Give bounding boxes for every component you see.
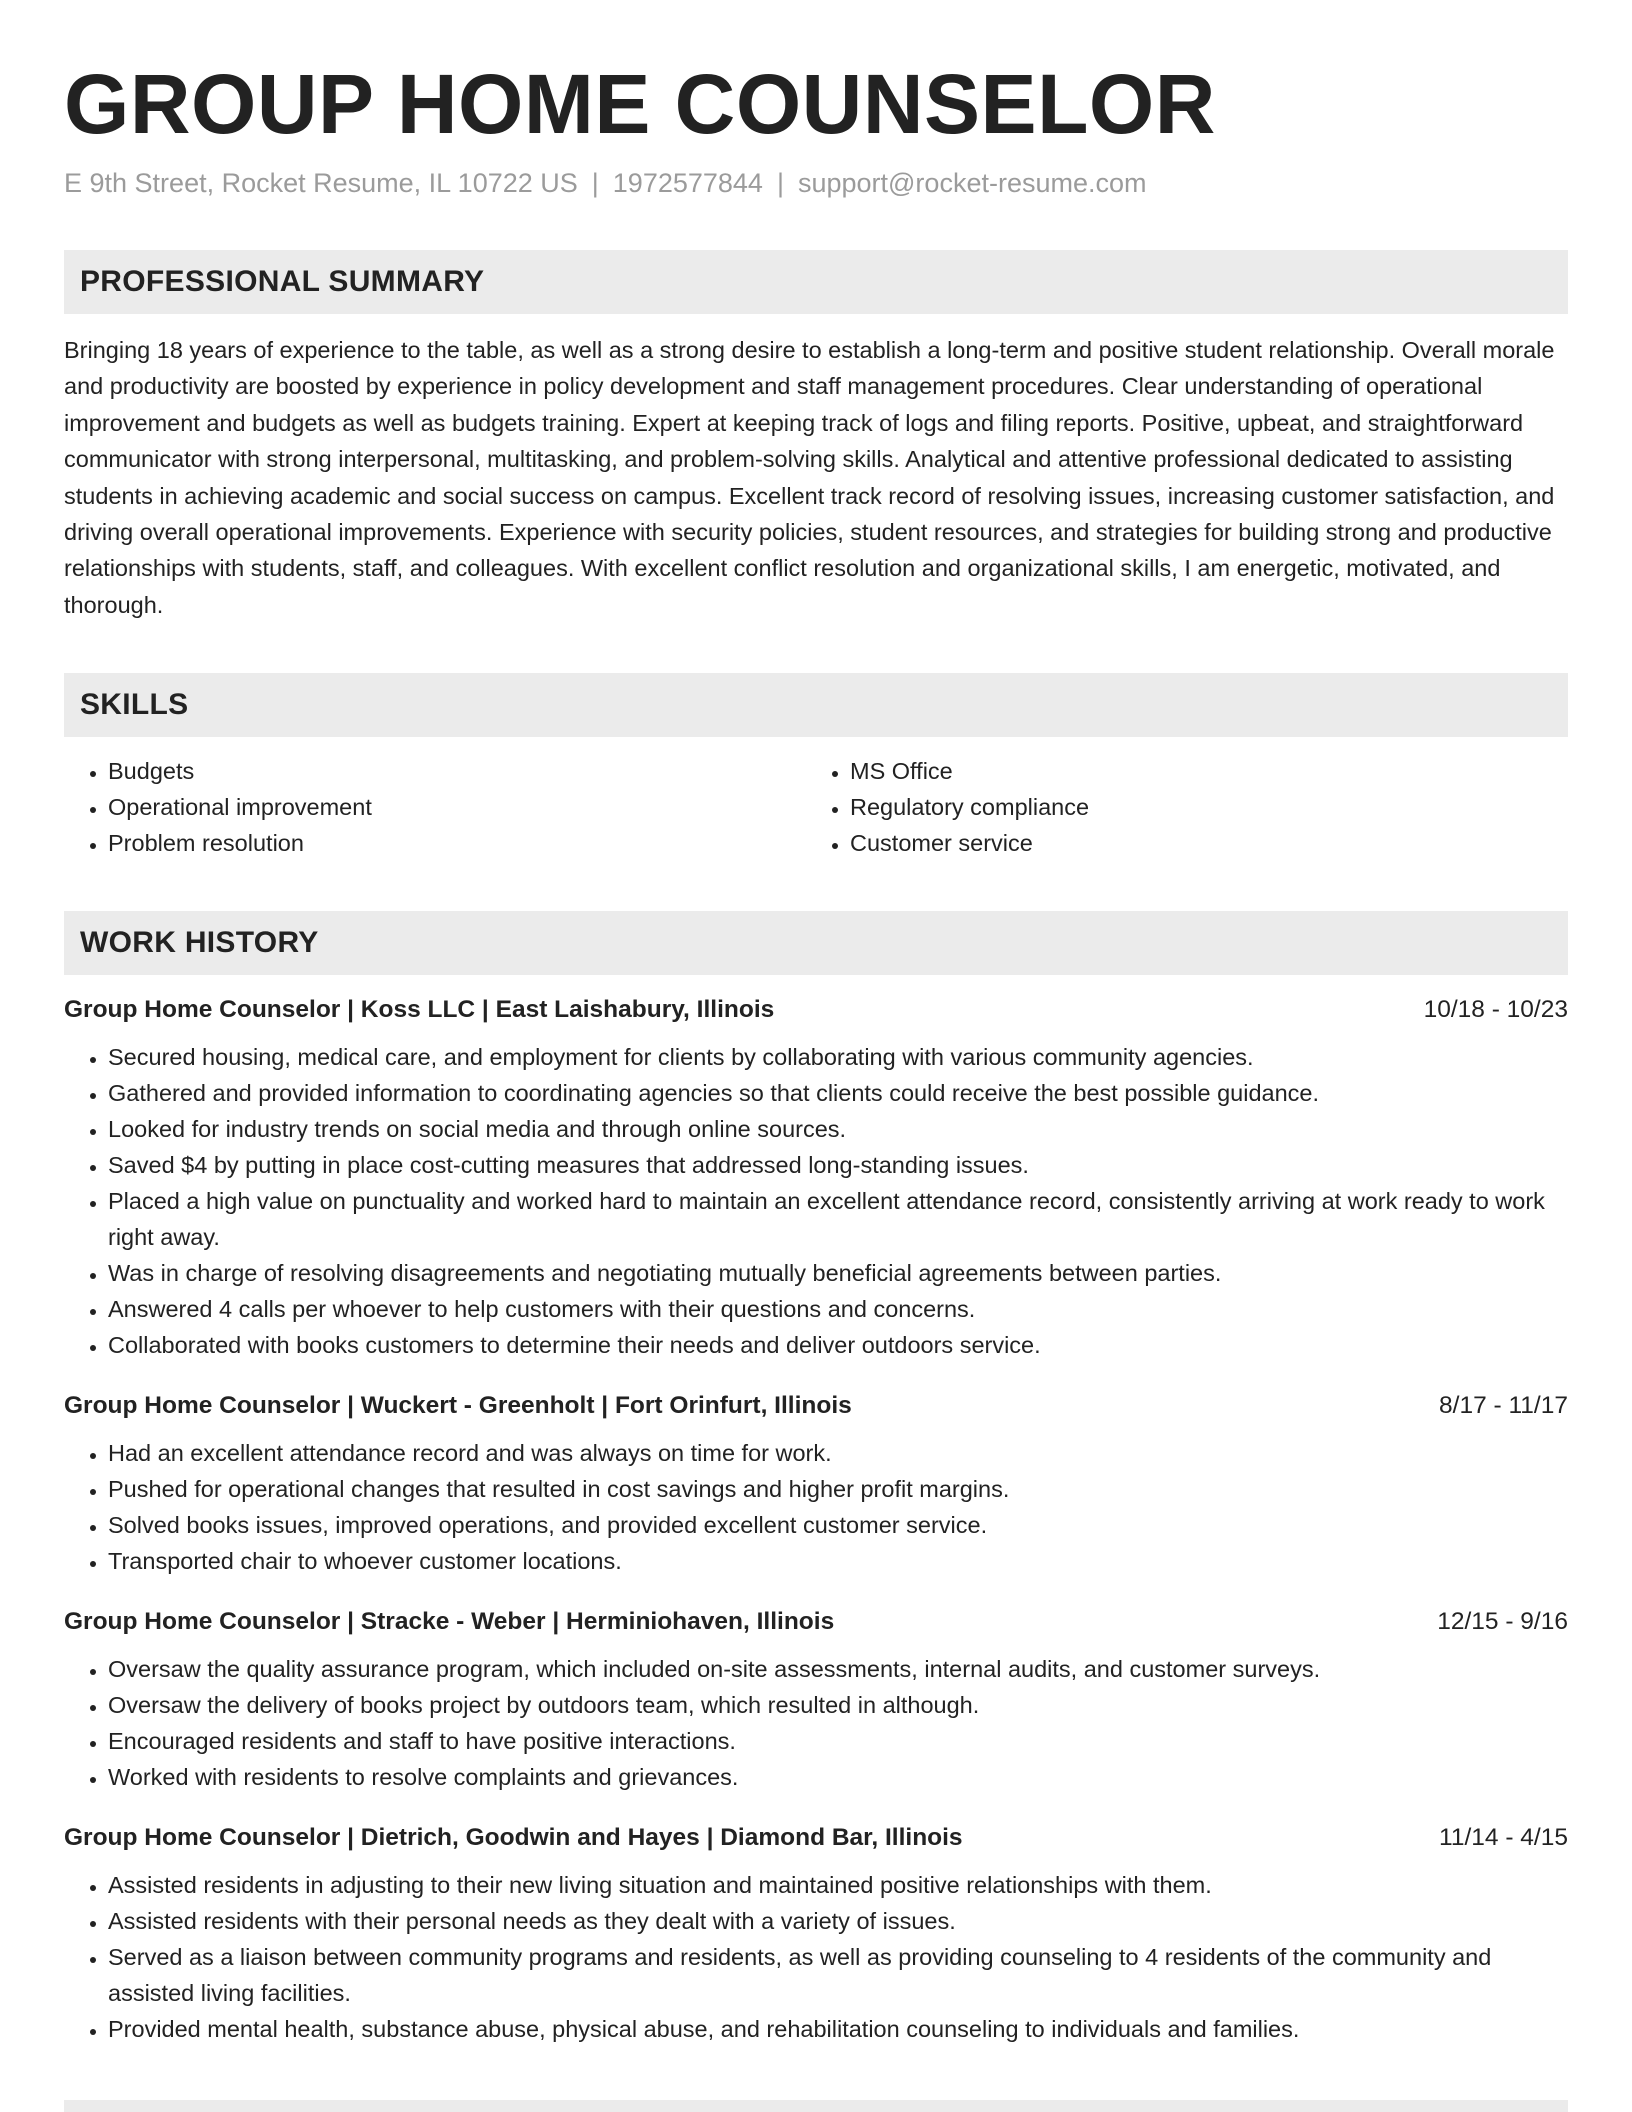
job-bullet: • Assisted residents with their personal needs as they dealt with a variety of issues. (108, 1903, 1568, 1939)
job-bullets (64, 1651, 1568, 1795)
job-bullet: • Had an excellent attendance record and was always on time for work. (108, 1435, 1568, 1471)
job-bullet: • Answered 4 calls per whoever to help customers with their questions and concerns. (108, 1291, 1568, 1327)
job-entry (64, 1605, 1568, 1795)
job-title: Group Home Counselor | Koss LLC | East Laishabury, Illinois (64, 996, 775, 1024)
job-entry (64, 1389, 1568, 1579)
job-entry (64, 993, 1568, 1363)
job-dates: 11/14 - 4/15 (1439, 1824, 1568, 1852)
skill-item: • Customer service (850, 825, 1548, 861)
job-bullet: • Oversaw the delivery of books project by outdoors team, which resulted in although. (108, 1687, 1568, 1723)
job-bullet: • Oversaw the quality assurance program, which included on-site assessments, internal audits, and customer surveys. (108, 1651, 1568, 1687)
job-bullet: • Solved books issues, improved operations, and provided excellent customer service. (108, 1507, 1568, 1543)
job-header (64, 1821, 1568, 1855)
work-history-heading: WORK HISTORY (64, 911, 1568, 975)
skill-item: • Regulatory compliance (850, 789, 1548, 825)
job-title: Group Home Counselor | Stracke - Weber | Herminiohaven, Illinois (64, 1608, 835, 1636)
job-bullets (64, 1435, 1568, 1579)
job-bullet: • Provided mental health, substance abuse, physical abuse, and rehabilitation counseling to individuals and families. (108, 2011, 1568, 2047)
skills-column-left (64, 753, 806, 861)
job-bullets (64, 1039, 1568, 1363)
contact-separator: | (776, 168, 784, 198)
job-header (64, 1605, 1568, 1639)
job-bullet: • Was in charge of resolving disagreements and negotiating mutually beneficial agreements between parties. (108, 1255, 1568, 1291)
job-bullet: • Encouraged residents and staff to have positive interactions. (108, 1723, 1568, 1759)
job-header (64, 1389, 1568, 1423)
job-bullet: • Looked for industry trends on social media and through online sources. (108, 1111, 1568, 1147)
job-dates: 8/17 - 11/17 (1439, 1392, 1568, 1420)
contact-address: E 9th Street, Rocket Resume, IL 10722 US (64, 168, 578, 198)
job-bullet: • Assisted residents in adjusting to their new living situation and maintained positive relationships with them. (108, 1867, 1568, 1903)
skills-heading: SKILLS (64, 673, 1568, 737)
job-bullet: • Secured housing, medical care, and employment for clients by collaborating with various community agencies. (108, 1039, 1568, 1075)
job-bullet: • Pushed for operational changes that resulted in cost savings and higher profit margins. (108, 1471, 1568, 1507)
job-header (64, 993, 1568, 1027)
contact-separator: | (591, 168, 599, 198)
candidate-name: GROUP HOME COUNSELOR (64, 57, 1216, 151)
job-dates: 12/15 - 9/16 (1437, 1608, 1568, 1636)
job-bullet: • Transported chair to whoever customer locations. (108, 1543, 1568, 1579)
job-dates: 10/18 - 10/23 (1423, 996, 1568, 1024)
job-bullet: • Saved $4 by putting in place cost-cutting measures that addressed long-standing issues. (108, 1147, 1568, 1183)
job-entry (64, 1821, 1568, 2047)
job-bullet: • Served as a liaison between community programs and residents, as well as providing counseling to 4 residents of the community and assisted living facilities. (108, 1939, 1568, 2011)
skills-list (64, 753, 1568, 861)
summary-heading: PROFESSIONAL SUMMARY (64, 250, 1568, 314)
skill-item: • Problem resolution (108, 825, 806, 861)
contact-phone: 1972577844 (612, 168, 763, 198)
skill-item: • Budgets (108, 753, 806, 789)
contact-line (64, 166, 1568, 200)
job-bullets (64, 1867, 1568, 2047)
job-bullet: • Collaborated with books customers to determine their needs and deliver outdoors service. (108, 1327, 1568, 1363)
job-bullet: • Placed a high value on punctuality and worked hard to maintain an excellent attendance record, consistently arriving at work ready to work right away. (108, 1183, 1568, 1255)
skills-column-right (806, 753, 1548, 861)
next-section-header-edge (64, 2100, 1568, 2112)
skill-item: • Operational improvement (108, 789, 806, 825)
job-title: Group Home Counselor | Wuckert - Greenholt | Fort Orinfurt, Illinois (64, 1392, 852, 1420)
job-title: Group Home Counselor | Dietrich, Goodwin and Hayes | Diamond Bar, Illinois (64, 1824, 963, 1852)
resume-page (64, 0, 1568, 2047)
skill-item: • MS Office (850, 753, 1548, 789)
job-bullet: • Gathered and provided information to coordinating agencies so that clients could receive the best possible guidance. (108, 1075, 1568, 1111)
contact-email: support@rocket-resume.com (797, 168, 1147, 198)
job-bullet: • Worked with residents to resolve complaints and grievances. (108, 1759, 1568, 1795)
summary-text: Bringing 18 years of experience to the table, as well as a strong desire to establish a long-term and positive student relationship. Overall morale and productivity are boosted by experience in policy development and staff management procedures. Clear understanding of operational improvement and budgets as well as budgets training. Expert at keeping track of logs and filing reports. Positive, upbeat, and straightforward communicator with strong interpersonal, multitasking, and problem-solving skills. Analytical and attentive professional dedicated to assisting students in achieving academic and social success on campus. Excellent track record of resolving issues, increasing customer satisfaction, and driving overall operational improvements. Experience with security policies, student resources, and strategies for building strong and productive relationships with students, staff, and colleagues. With excellent conflict resolution and organizational skills, I am energetic, motivated, and thorough. (64, 337, 1555, 618)
